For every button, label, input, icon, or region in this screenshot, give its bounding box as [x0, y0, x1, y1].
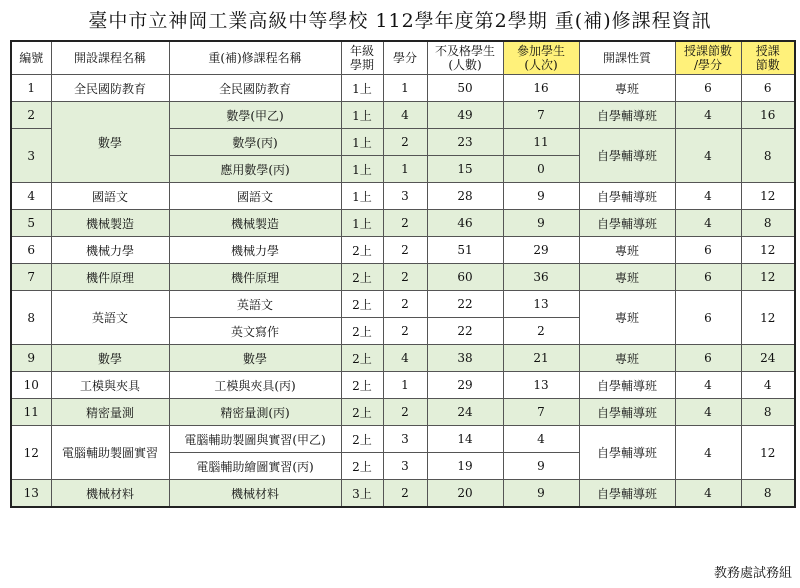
- cell-grade: 1上: [341, 210, 383, 237]
- cell-subcourse: 英語文: [169, 291, 341, 318]
- cell-type: 自學輔導班: [579, 210, 675, 237]
- header-total: [741, 41, 795, 75]
- cell-credit: 1: [383, 156, 427, 183]
- header-grade-line1: 年級: [349, 44, 374, 58]
- cell-total: 12: [741, 291, 795, 345]
- cell-type: 自學輔導班: [579, 399, 675, 426]
- cell-session: 4: [675, 372, 741, 399]
- cell-subcourse: 機械材料: [169, 480, 341, 508]
- cell-credit: 3: [383, 183, 427, 210]
- cell-credit: 2: [383, 264, 427, 291]
- page-title: 臺中市立神岡工業高級中等學校 112學年度第2學期 重(補)修課程資訊: [88, 10, 712, 32]
- cell-session: 6: [675, 345, 741, 372]
- cell-fail: 38: [427, 345, 503, 372]
- cell-fail: 23: [427, 129, 503, 156]
- cell-no: 1: [11, 75, 51, 102]
- cell-type: 專班: [579, 345, 675, 372]
- cell-join: 36: [503, 264, 579, 291]
- cell-credit: 4: [383, 102, 427, 129]
- header-credit: 學分: [383, 41, 427, 75]
- cell-fail: 20: [427, 480, 503, 508]
- header-no: 編號: [11, 41, 51, 75]
- table-row: [11, 345, 795, 372]
- cell-grade: 1上: [341, 129, 383, 156]
- cell-fail: 19: [427, 453, 503, 480]
- cell-grade: 1上: [341, 75, 383, 102]
- header-total-line2: 節數: [755, 58, 780, 72]
- table-row: [11, 102, 795, 129]
- cell-join: 7: [503, 399, 579, 426]
- cell-session: 4: [675, 426, 741, 480]
- cell-total: 24: [741, 345, 795, 372]
- cell-total: 6: [741, 75, 795, 102]
- cell-subcourse: 電腦輔助製圖與實習(甲乙): [169, 426, 341, 453]
- cell-subcourse: 英文寫作: [169, 318, 341, 345]
- cell-course: 精密量測: [51, 399, 169, 426]
- cell-join: 9: [503, 480, 579, 508]
- cell-join: 4: [503, 426, 579, 453]
- cell-type: 自學輔導班: [579, 129, 675, 183]
- cell-course: 電腦輔助製圖實習: [51, 426, 169, 480]
- cell-session: 4: [675, 102, 741, 129]
- cell-subcourse: 機械製造: [169, 210, 341, 237]
- cell-fail: 49: [427, 102, 503, 129]
- cell-fail: 46: [427, 210, 503, 237]
- header-fail-line2: (人數): [448, 58, 482, 72]
- cell-grade: 2上: [341, 345, 383, 372]
- cell-no: 7: [11, 264, 51, 291]
- header-fail-line1: 不及格學生: [434, 44, 495, 58]
- cell-course: 國語文: [51, 183, 169, 210]
- cell-total: 4: [741, 372, 795, 399]
- cell-grade: 2上: [341, 237, 383, 264]
- cell-fail: 15: [427, 156, 503, 183]
- cell-type: 自學輔導班: [579, 102, 675, 129]
- cell-join: 13: [503, 291, 579, 318]
- cell-type: 自學輔導班: [579, 426, 675, 480]
- header-subcourse: 重(補)修課程名稱: [169, 41, 341, 75]
- cell-total: 12: [741, 264, 795, 291]
- table-row: [11, 426, 795, 453]
- cell-type: 專班: [579, 237, 675, 264]
- header-join-line1: 參加學生: [516, 44, 565, 58]
- cell-session: 6: [675, 291, 741, 345]
- cell-session: 4: [675, 183, 741, 210]
- table-row: [11, 237, 795, 264]
- cell-subcourse: 數學(丙): [169, 129, 341, 156]
- cell-join: 9: [503, 453, 579, 480]
- cell-total: 8: [741, 210, 795, 237]
- cell-credit: 2: [383, 480, 427, 508]
- cell-fail: 22: [427, 318, 503, 345]
- cell-no: 5: [11, 210, 51, 237]
- cell-total: 8: [741, 129, 795, 183]
- header-join: [503, 41, 579, 75]
- header-grade-line2: 學期: [349, 58, 374, 72]
- cell-credit: 2: [383, 210, 427, 237]
- cell-grade: 2上: [341, 372, 383, 399]
- cell-subcourse: 全民國防教育: [169, 75, 341, 102]
- cell-credit: 1: [383, 372, 427, 399]
- course-table: [10, 40, 796, 508]
- cell-no: 9: [11, 345, 51, 372]
- cell-credit: 3: [383, 426, 427, 453]
- cell-no: 12: [11, 426, 51, 480]
- cell-grade: 2上: [341, 453, 383, 480]
- header-session-line2: /學分: [693, 58, 723, 72]
- cell-no: 13: [11, 480, 51, 508]
- header-grade: [341, 41, 383, 75]
- header-join-line2: (人次): [524, 58, 558, 72]
- cell-credit: 1: [383, 75, 427, 102]
- cell-fail: 50: [427, 75, 503, 102]
- cell-credit: 3: [383, 453, 427, 480]
- cell-subcourse: 數學(甲乙): [169, 102, 341, 129]
- cell-fail: 28: [427, 183, 503, 210]
- cell-credit: 2: [383, 318, 427, 345]
- cell-join: 11: [503, 129, 579, 156]
- cell-course: 機件原理: [51, 264, 169, 291]
- header-total-line1: 授課: [755, 44, 780, 58]
- cell-grade: 1上: [341, 156, 383, 183]
- cell-session: 6: [675, 237, 741, 264]
- header-row: [11, 41, 795, 75]
- cell-total: 12: [741, 237, 795, 264]
- table-row: [11, 291, 795, 318]
- cell-session: 4: [675, 399, 741, 426]
- cell-join: 9: [503, 183, 579, 210]
- cell-fail: 51: [427, 237, 503, 264]
- cell-type: 自學輔導班: [579, 372, 675, 399]
- cell-subcourse: 電腦輔助繪圖實習(丙): [169, 453, 341, 480]
- cell-fail: 24: [427, 399, 503, 426]
- cell-grade: 2上: [341, 399, 383, 426]
- cell-course: 機械力學: [51, 237, 169, 264]
- table-row: [11, 399, 795, 426]
- cell-no: 4: [11, 183, 51, 210]
- cell-join: 0: [503, 156, 579, 183]
- header-session: [675, 41, 741, 75]
- cell-total: 12: [741, 183, 795, 210]
- cell-total: 8: [741, 399, 795, 426]
- cell-join: 7: [503, 102, 579, 129]
- cell-grade: 1上: [341, 102, 383, 129]
- cell-join: 21: [503, 345, 579, 372]
- cell-join: 16: [503, 75, 579, 102]
- cell-no: 10: [11, 372, 51, 399]
- table-row: [11, 480, 795, 508]
- cell-grade: 1上: [341, 183, 383, 210]
- cell-grade: 2上: [341, 264, 383, 291]
- cell-credit: 4: [383, 345, 427, 372]
- cell-session: 4: [675, 129, 741, 183]
- cell-subcourse: 機械力學: [169, 237, 341, 264]
- table-row: [11, 75, 795, 102]
- cell-course: 數學: [51, 102, 169, 183]
- cell-fail: 22: [427, 291, 503, 318]
- cell-course: 數學: [51, 345, 169, 372]
- table-row: [11, 183, 795, 210]
- cell-no: 6: [11, 237, 51, 264]
- cell-course: 全民國防教育: [51, 75, 169, 102]
- header-type: 開課性質: [579, 41, 675, 75]
- cell-session: 6: [675, 75, 741, 102]
- cell-no: 8: [11, 291, 51, 345]
- cell-grade: 3上: [341, 480, 383, 508]
- cell-join: 2: [503, 318, 579, 345]
- cell-type: 自學輔導班: [579, 480, 675, 508]
- cell-subcourse: 機件原理: [169, 264, 341, 291]
- cell-session: 4: [675, 210, 741, 237]
- header-session-line1: 授課節數: [683, 44, 732, 58]
- cell-course: 機械材料: [51, 480, 169, 508]
- cell-fail: 29: [427, 372, 503, 399]
- cell-subcourse: 精密量測(丙): [169, 399, 341, 426]
- cell-no: 3: [11, 129, 51, 183]
- cell-credit: 2: [383, 399, 427, 426]
- table-row: [11, 264, 795, 291]
- cell-total: 16: [741, 102, 795, 129]
- cell-credit: 2: [383, 129, 427, 156]
- table-row: [11, 210, 795, 237]
- cell-course: 機械製造: [51, 210, 169, 237]
- cell-subcourse: 應用數學(丙): [169, 156, 341, 183]
- cell-subcourse: 國語文: [169, 183, 341, 210]
- cell-session: 6: [675, 264, 741, 291]
- cell-subcourse: 工模與夾具(丙): [169, 372, 341, 399]
- cell-grade: 2上: [341, 318, 383, 345]
- cell-credit: 2: [383, 291, 427, 318]
- cell-join: 29: [503, 237, 579, 264]
- cell-fail: 60: [427, 264, 503, 291]
- cell-grade: 2上: [341, 291, 383, 318]
- cell-subcourse: 數學: [169, 345, 341, 372]
- cell-type: 專班: [579, 264, 675, 291]
- table-row: [11, 372, 795, 399]
- header-fail: [427, 41, 503, 75]
- cell-grade: 2上: [341, 426, 383, 453]
- cell-no: 2: [11, 102, 51, 129]
- cell-course: 英語文: [51, 291, 169, 345]
- footer-office: 教務處試務組: [713, 566, 792, 581]
- cell-type: 專班: [579, 291, 675, 345]
- cell-course: 工模與夾具: [51, 372, 169, 399]
- cell-total: 8: [741, 480, 795, 508]
- cell-session: 4: [675, 480, 741, 508]
- cell-total: 12: [741, 426, 795, 480]
- cell-no: 11: [11, 399, 51, 426]
- cell-join: 13: [503, 372, 579, 399]
- cell-fail: 14: [427, 426, 503, 453]
- cell-type: 自學輔導班: [579, 183, 675, 210]
- cell-join: 9: [503, 210, 579, 237]
- cell-type: 專班: [579, 75, 675, 102]
- header-course: 開設課程名稱: [51, 41, 169, 75]
- cell-credit: 2: [383, 237, 427, 264]
